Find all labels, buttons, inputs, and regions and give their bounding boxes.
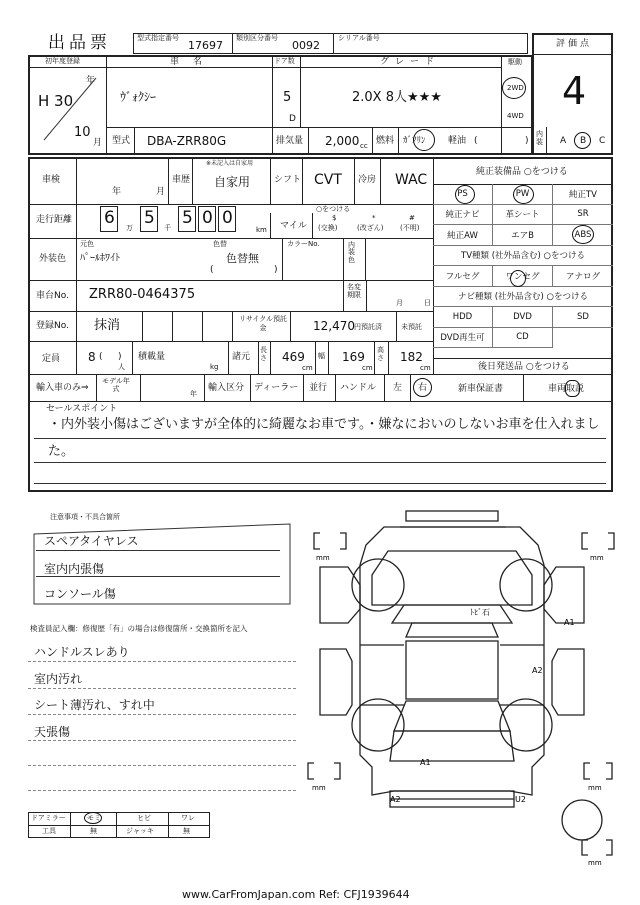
- mark-a2-right: A2: [532, 666, 543, 675]
- later-warranty: 新車保証書: [458, 384, 504, 394]
- mileage-exchange: (交換): [318, 224, 338, 232]
- later-manual: 車両取説: [548, 384, 585, 394]
- mileage-digit-4: 0: [202, 208, 213, 228]
- handle-label: ハンドル: [340, 383, 377, 393]
- sales-label: セールスポイント: [46, 404, 118, 414]
- inspector-item-1: ハンドルスレあり: [34, 645, 130, 659]
- score-value: 4: [562, 69, 587, 113]
- usage-value: 自家用: [214, 175, 251, 189]
- note-item-3: コンソール傷: [44, 587, 116, 601]
- score-label: 評価点: [556, 39, 593, 49]
- recycle-value: 12,470: [313, 319, 355, 333]
- equipment-dvd: DVD再生可: [433, 328, 493, 349]
- spec-label: 諸元: [232, 352, 251, 362]
- displacement-value: 2,000: [325, 134, 360, 148]
- chassis-label: 車台No.: [36, 291, 69, 301]
- interior-a: A: [560, 136, 567, 146]
- sales-line-2: た。: [48, 444, 75, 459]
- drive-label: 駆動: [508, 58, 522, 66]
- inspector-item-3: シート薄汚れ、すれ中: [34, 698, 155, 712]
- mileage-digit-3: 5: [182, 208, 193, 228]
- footer-reference: www.CarFromJapan.com Ref: CFJ1939644: [182, 888, 410, 901]
- mm-top-left: mm: [316, 554, 330, 562]
- doors-label: ドア数: [274, 57, 295, 65]
- handle-right-circle: [413, 378, 432, 397]
- import-parallel: 並行: [309, 383, 328, 393]
- drive-2wd-circle: [502, 77, 526, 99]
- drive-4wd: 4WD: [507, 112, 524, 120]
- ps-circle: [455, 185, 475, 204]
- note-item-2: 室内内張傷: [44, 562, 105, 576]
- car-name-value: ｳﾞｫｸｼｰ: [120, 90, 157, 104]
- equipment-item: 純正AW: [433, 225, 493, 246]
- mileage-tampered: (改ざん): [357, 224, 384, 232]
- mileage-note: ○をつける: [316, 205, 351, 213]
- notes-label: 注意事項・不具合箇所: [50, 513, 120, 521]
- length-label: 長さ: [260, 346, 267, 362]
- equipment-item: DVD: [493, 307, 553, 328]
- grade-value: 2.0X 8人★★★: [352, 90, 442, 105]
- equipment-title: 純正装備品 ○をつける: [476, 167, 568, 177]
- equipment-item: エアB: [493, 225, 553, 246]
- mm-spare: mm: [588, 859, 602, 867]
- equipment-item: SD: [553, 307, 613, 328]
- mark-a2-bumper: A2: [390, 795, 401, 804]
- mile-label: マイル: [280, 221, 307, 231]
- height-label: 高さ: [377, 346, 384, 362]
- pw-circle: [513, 185, 534, 204]
- oneseg-circle: [510, 270, 526, 287]
- reg-no-value: 抹消: [94, 318, 121, 333]
- abs-circle: [572, 225, 594, 244]
- car-name-label: 車名: [170, 57, 217, 67]
- sales-line-1: ・内外装小傷はございますが全体的に綺麗なお車です。・嫌なにおいのしないお車を仕入れまし: [48, 417, 600, 432]
- inspector-item-4: 天張傷: [34, 725, 71, 739]
- import-label: 輸入車のみ⇒: [36, 383, 89, 393]
- equipment-item: HDD: [433, 307, 493, 328]
- mark-a1-right: A1: [564, 618, 575, 627]
- equipment-item: ワンセグ: [493, 266, 553, 287]
- interior-color-label: 内装色: [348, 241, 355, 264]
- equipment-cd: CD: [493, 328, 553, 349]
- mileage-digit-5: 0: [222, 208, 233, 228]
- shift-label: シフト: [274, 175, 302, 185]
- type-cert-value: 17697: [188, 39, 223, 52]
- inspector-item-2: 室内汚れ: [34, 672, 83, 686]
- usage-label: 車歴: [172, 175, 191, 185]
- mm-bottom-right: mm: [588, 784, 602, 792]
- sheet-title: 出品票: [48, 33, 111, 53]
- mark-a1-rear: A1: [420, 758, 431, 767]
- displacement-label: 排気量: [276, 136, 304, 146]
- equipment-item: 純正TV: [553, 184, 613, 205]
- recycle-unpaid: 未預託: [401, 323, 422, 331]
- first-reg-month: 10: [74, 125, 91, 140]
- repaint-value: 色替無: [226, 252, 259, 265]
- original-color-value: ﾊﾟｰﾙﾎﾜｲﾄ: [80, 253, 120, 264]
- fuel-diesel: 軽油: [448, 136, 467, 146]
- model-year-label: モデル年式: [102, 377, 130, 394]
- interior-label: 内装: [536, 130, 543, 146]
- equipment-item: SR: [553, 205, 613, 226]
- private-note: ※未記入は自家用: [206, 160, 254, 167]
- serial-label: シリアル番号: [338, 34, 380, 42]
- inspector-label: 検査員記入欄：修復歴「有」の場合は修復箇所・交換箇所を記入: [30, 624, 248, 633]
- mark-u2-bumper: U2: [515, 795, 526, 804]
- mm-top-right: mm: [590, 554, 604, 562]
- ac-value: WAC: [395, 172, 428, 188]
- equipment-tv-title: TV種類 (社外品含む) ○をつける: [433, 246, 613, 267]
- mileage-digit-2: 5: [144, 208, 155, 228]
- model-value: DBA-ZRR80G: [147, 134, 227, 148]
- inspection-label: 車検: [42, 175, 61, 185]
- equipment-item: 純正ナビ: [433, 205, 493, 226]
- load-label: 積載量: [138, 352, 166, 362]
- mark-stone-chip: ﾄﾋﾞ石: [470, 608, 490, 617]
- category-value: 0092: [292, 39, 320, 52]
- capacity-label: 定員: [42, 354, 61, 364]
- mileage-digit-1: 6: [104, 208, 115, 228]
- era-value: H 30: [38, 92, 74, 110]
- chassis-value: ZRR80-0464375: [89, 287, 196, 302]
- equipment-item: PW: [493, 184, 553, 205]
- equipment-item: 革シート: [493, 205, 553, 226]
- model-label: 型式: [112, 136, 131, 146]
- handle-left: 左: [393, 383, 403, 393]
- recycle-label: リサイクル預託金: [238, 315, 288, 333]
- equipment-navi-title: ナビ種類 (社外品含む) ○をつける: [433, 287, 613, 308]
- equipment-item: アナログ: [553, 266, 613, 287]
- first-reg-label: 初年度登録: [45, 57, 80, 65]
- doors-value: 5: [283, 90, 292, 105]
- color-no-label: カラーNo.: [287, 240, 320, 248]
- interior-b: B: [580, 136, 587, 146]
- ac-label: 冷房: [358, 175, 377, 185]
- equipment-item: ABS: [553, 225, 613, 246]
- mileage-label: 走行距離: [36, 215, 73, 225]
- later-title: 後日発送品 ○をつける: [478, 362, 570, 372]
- shift-value: CVT: [314, 172, 342, 188]
- interior-b-circle: [574, 132, 591, 149]
- mm-bottom-left: mm: [312, 784, 326, 792]
- import-dealer: ディーラー: [254, 383, 299, 393]
- fuel-gasoline-circle: [413, 129, 435, 151]
- length-value: 469: [282, 350, 305, 364]
- drive-2wd: 2WD: [507, 84, 524, 92]
- type-cert-label: 型式指定番号: [137, 34, 179, 42]
- note-item-1: スペアタイヤレス: [44, 534, 139, 548]
- width-value: 169: [342, 350, 365, 364]
- car-damage-diagram: [300, 505, 620, 870]
- fuel-label: 燃料: [376, 136, 395, 146]
- height-value: 182: [400, 350, 423, 364]
- first-reg-divider: [40, 74, 100, 144]
- width-label: 幅: [318, 352, 325, 360]
- handle-right: 右: [418, 383, 428, 393]
- fuel-gasoline: ｶﾞｿﾘﾝ: [403, 136, 426, 146]
- equipment-item: PS: [433, 184, 493, 205]
- mileage-unknown: (不明): [400, 224, 420, 232]
- capacity-value: 8: [88, 350, 96, 364]
- category-label: 類別区分番号: [236, 34, 278, 42]
- equipment-item: フルセグ: [433, 266, 493, 287]
- color-label: 外装色: [39, 254, 67, 264]
- title-term-label: 名変期限: [347, 283, 361, 299]
- manual-mark: [565, 380, 580, 397]
- import-category-label: 輸入区分: [208, 383, 245, 393]
- grade-label: グレード: [380, 57, 441, 67]
- glass-circle: [84, 812, 102, 824]
- reg-no-label: 登録No.: [36, 321, 69, 331]
- interior-c: C: [599, 136, 606, 146]
